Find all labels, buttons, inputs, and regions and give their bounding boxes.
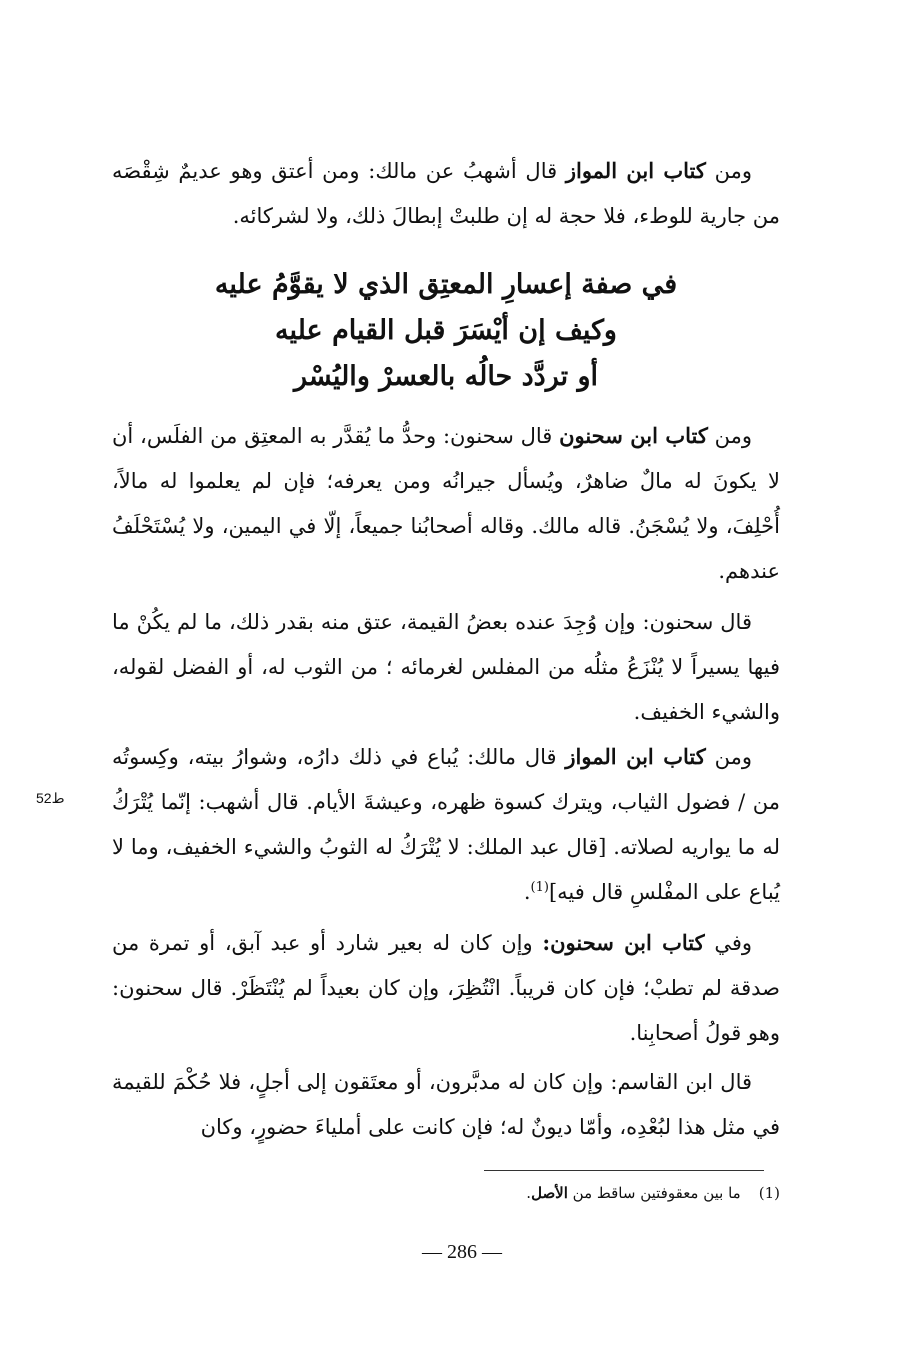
paragraph-2 bbox=[112, 413, 780, 594]
source-title: كتاب ابن سحنون bbox=[559, 423, 708, 448]
footnote-divider bbox=[484, 1170, 764, 1171]
paragraph-lead: ومن bbox=[705, 745, 752, 769]
paragraph-text: قال سحنون: وحدُّ ما يُقدَّر به المعتِق من الفلَس، أن لا يكونَ له مالٌ ضاهرٌ، ويُسأل جيرانُه ومن يعرفه؛ فإن لم يعلموا له مالاً، أُحْلِفَ، ولا يُسْجَنُ. قاله مالك. وقاله أصحابُنا جميعاً، إلّا في اليمين، ولا يُسْتَحْلَفُ عندهم. bbox=[112, 424, 780, 583]
paragraph-4 bbox=[112, 734, 780, 915]
margin-page-marker: ط52 bbox=[36, 790, 65, 806]
source-title: كتاب ابن المواز bbox=[565, 158, 706, 183]
footnote-number: (1) bbox=[758, 1184, 780, 1202]
footnote-text: ما بين معقوفتين ساقط من bbox=[567, 1184, 741, 1202]
paragraph-lead: وفي bbox=[704, 931, 753, 955]
paragraph-text: قال أشهبُ عن مالك: ومن أعتق وهو عديمٌ شِقْصَه من جارية للوطء، فلا حجة له إن طلبتْ إبطالَ ذلك، ولا لشركائه. bbox=[112, 159, 780, 228]
footnote-emphasis: الأصل bbox=[531, 1184, 568, 1202]
footnote bbox=[400, 1180, 780, 1206]
paragraph-6 bbox=[112, 1060, 780, 1150]
page-number: — 286 — bbox=[422, 1241, 502, 1263]
paragraph-text: قال سحنون: وإن وُجِدَ عنده بعضُ القيمة، عتق منه بقدر ذلك، ما لم يكُنْ ما فيها يسيراً لا يُنْزَعُ مثلُه من المفلس لغرمائه ؛ من الثوب له، أو الفضل لقوله، والشيء الخفيف. bbox=[112, 610, 780, 724]
paragraph-1 bbox=[112, 148, 780, 239]
paragraph-text: قال ابن القاسم: وإن كان له مدبَّرون، أو معتَقون إلى أجلٍ، فلا حُكْمَ للقيمة في مثل هذا لبُعْدِه، وأمّا ديونٌ له؛ فإن كانت على أملياءَ حضورٍ، وكان bbox=[112, 1070, 780, 1139]
footnote-end: . bbox=[526, 1184, 532, 1202]
paragraph-text: وإن كان له بعير شارد أو عبد آبق، أو تمرة من صدقة لم تطبْ؛ فإن كان قريباً. انْتُظِرَ، وإن كان بعيداً لم يُنْتَظَرْ. قال سحنون: وهو قولُ أصحابِنا. bbox=[112, 931, 780, 1045]
heading-line-1: في صفة إعسارِ المعتِق الذي لا يقوَّمُ عليه bbox=[214, 269, 678, 300]
paragraph-text: قال مالك: يُباع في ذلك دارُه، وشوارُ بيته، وكِسوتُه من / فضول الثياب، ويترك كسوة ظهره، وعيشةَ الأيام. قال أشهب: إنّما يُتْرَكُ له ما يواريه لصلاته. [قال عبد الملك: لا يُتْرَكُ له الثوبُ والشيء الخفيف، وما لا يُباع على المفْلسِ قال فيه] bbox=[112, 745, 780, 904]
paragraph-lead: ومن bbox=[705, 159, 752, 183]
source-title: كتاب ابن سحنون: bbox=[542, 930, 705, 955]
paragraph-lead: ومن bbox=[707, 424, 752, 448]
heading-line-2: وكيف إن أيْسَرَ قبل القيام عليه bbox=[275, 315, 617, 346]
section-heading bbox=[112, 262, 780, 400]
paragraph-5 bbox=[112, 920, 780, 1056]
heading-line-3: أو تردَّد حالُه بالعسرْ واليُسْر bbox=[293, 361, 599, 392]
paragraph-end: . bbox=[523, 880, 531, 904]
paragraph-3 bbox=[112, 600, 780, 735]
footnote-reference: (1) bbox=[530, 880, 549, 895]
source-title: كتاب ابن المواز bbox=[565, 744, 706, 769]
